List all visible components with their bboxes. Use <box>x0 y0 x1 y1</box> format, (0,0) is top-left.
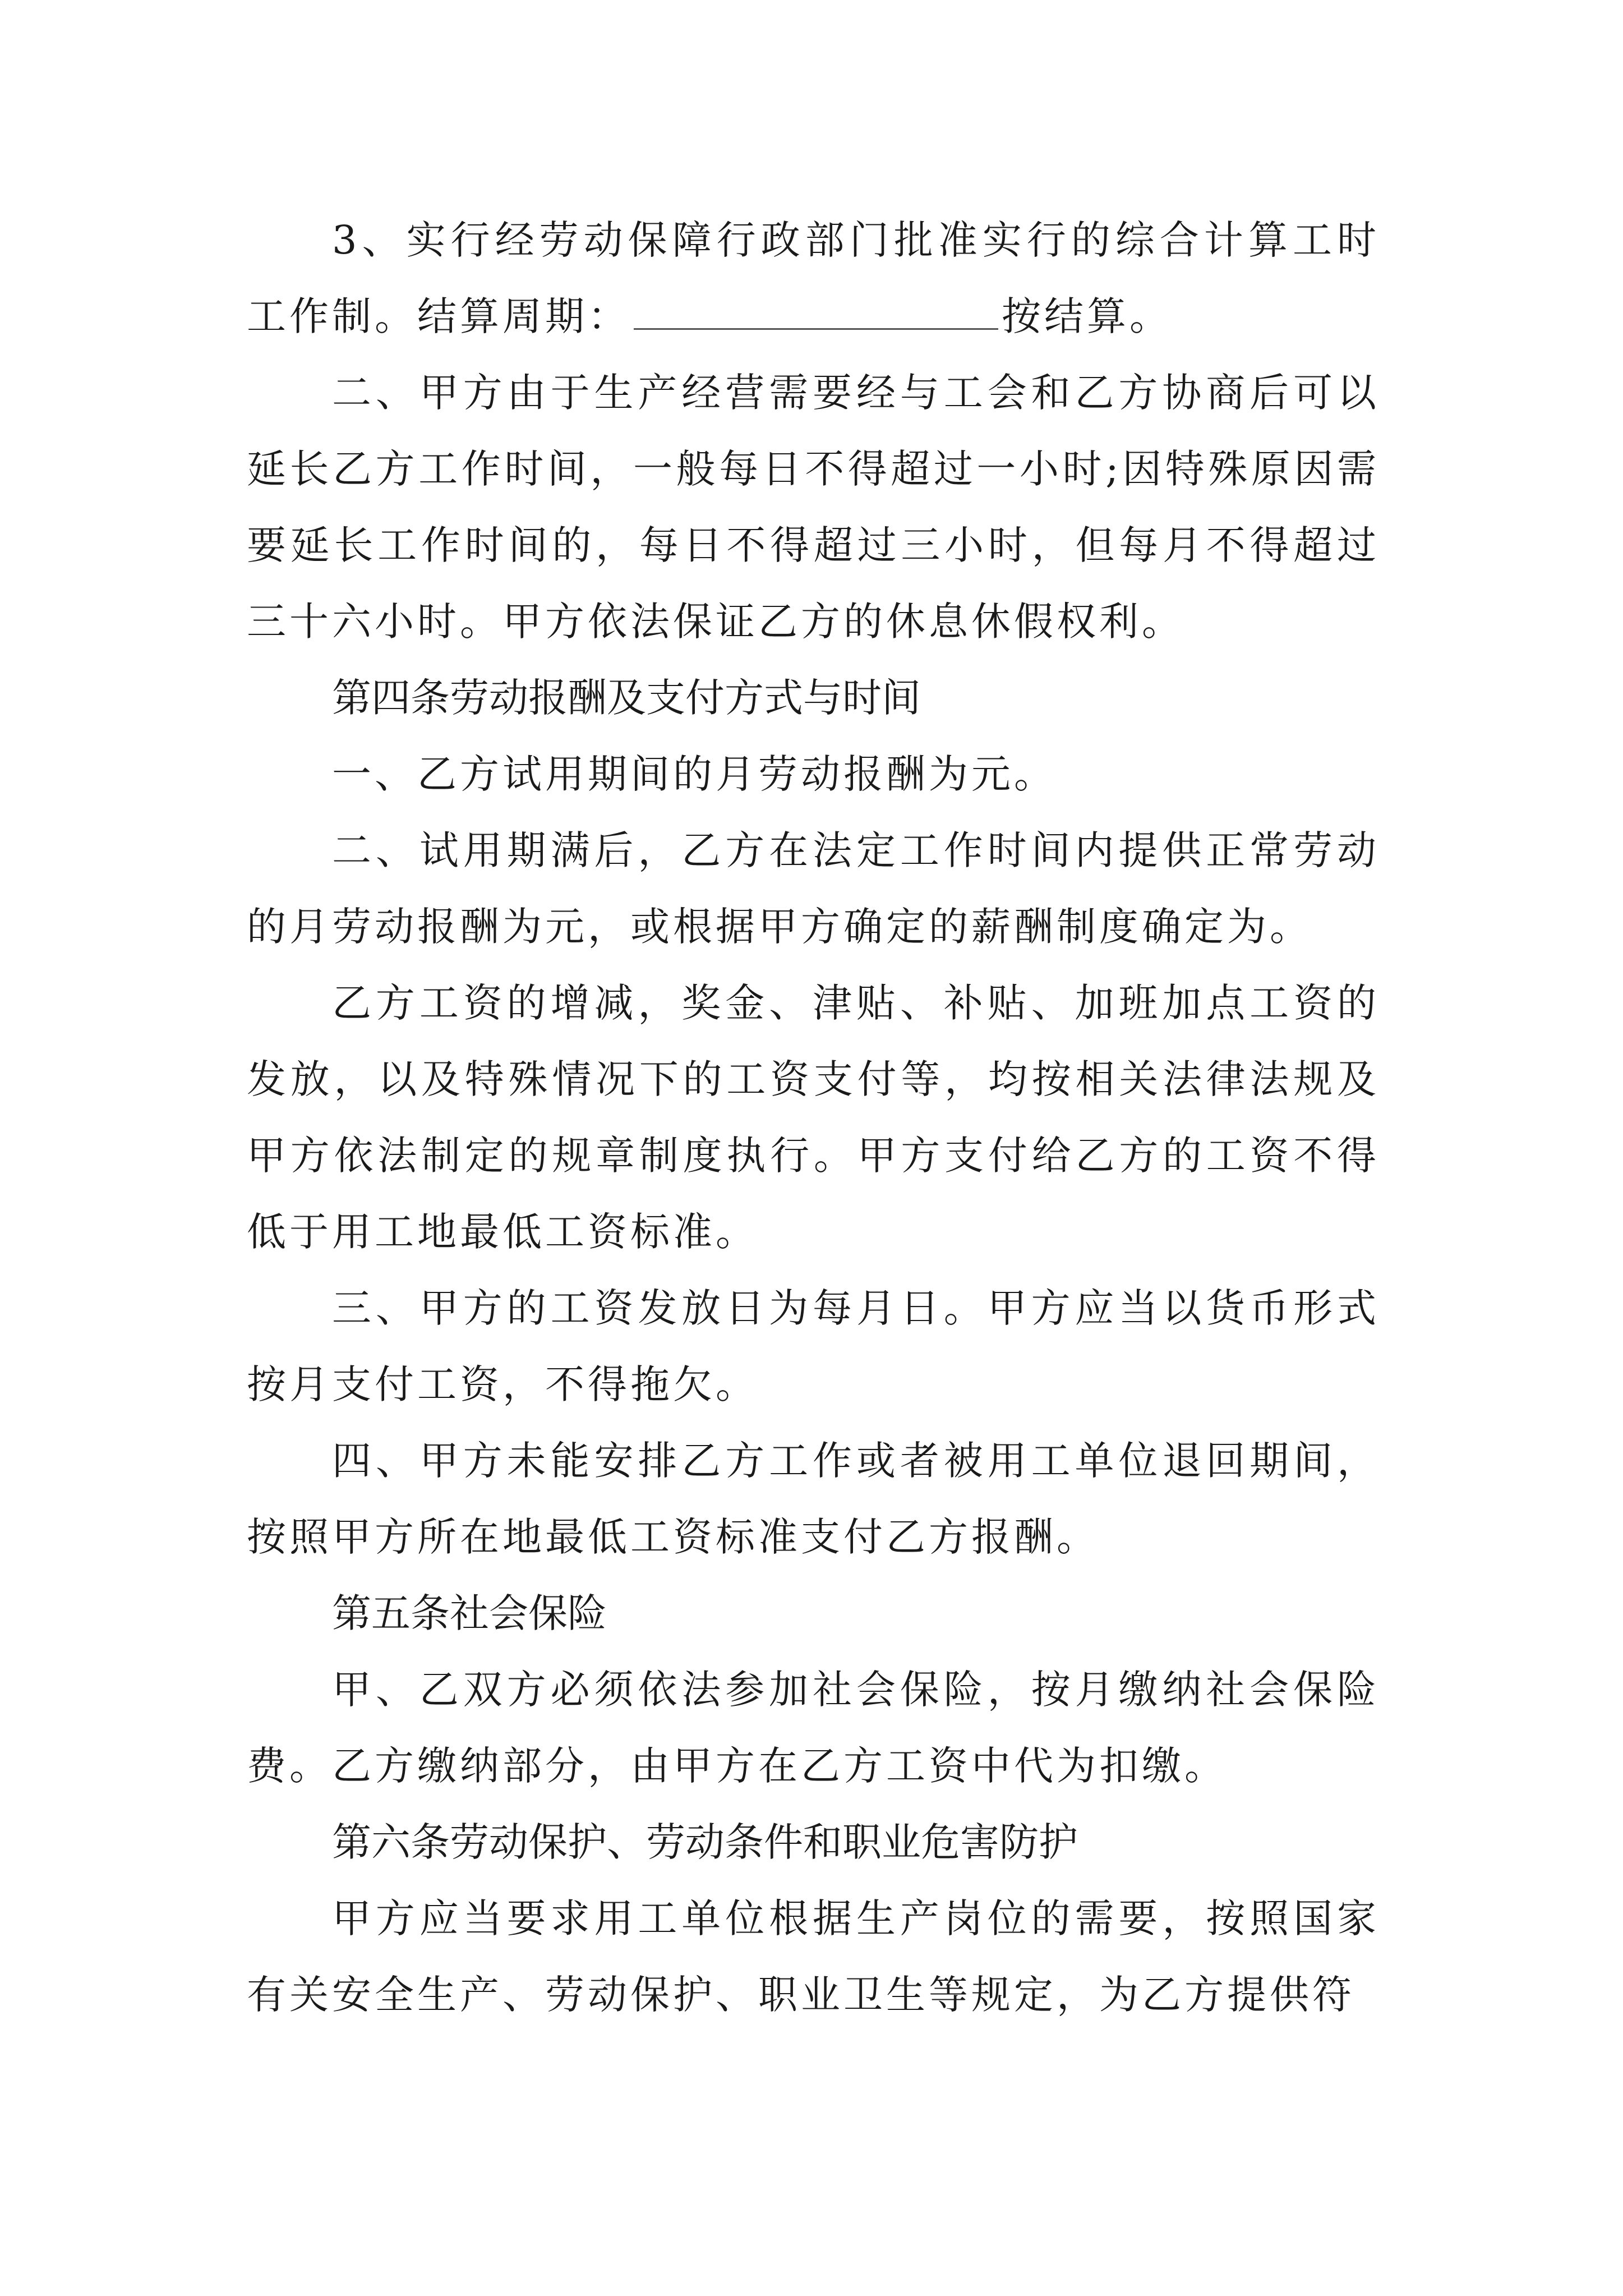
paragraph-labor-protection: 甲方应当要求用工单位根据生产岗位的需要，按照国家有关安全生产、劳动保护、职业卫生等规定，为乙方提供符 <box>247 1895 1380 2018</box>
paragraph-social-insurance: 甲、乙双方必须依法参加社会保险，按月缴纳社会保险费。乙方缴纳部分，由甲方在乙方工资中代为扣缴。 <box>247 1667 1380 1789</box>
document-body <box>247 202 1380 2033</box>
article-5-heading: 第五条社会保险 <box>332 1590 607 1636</box>
paragraph-text: 按结算。 <box>1002 293 1172 339</box>
paragraph-idle-pay: 四、甲方未能安排乙方工作或者被用工单位退回期间，按照甲方所在地最低工资标准支付乙方报酬。 <box>247 1438 1380 1560</box>
blank-settlement-period <box>634 289 998 330</box>
paragraph-pay-day: 三、甲方的工资发放日为每月日。甲方应当以货币形式按月支付工资，不得拖欠。 <box>247 1285 1380 1407</box>
paragraph-working-hours-comprehensive <box>247 202 1380 355</box>
paragraph-post-probation-pay: 二、试用期满后，乙方在法定工作时间内提供正常劳动的月劳动报酬为元，或根据甲方确定的薪酬制度确定为。 <box>247 827 1380 950</box>
article-6-heading: 第六条劳动保护、劳动条件和职业危害防护 <box>332 1819 1078 1865</box>
paragraph-overtime: 二、甲方由于生产经营需要经与工会和乙方协商后可以延长乙方工作时间，一般每日不得超过一小时;因特殊原因需要延长工作时间的，每日不得超过三小时，但每月不得超过三十六小时。甲方依法保证乙方的休息休假权利。 <box>247 370 1380 645</box>
paragraph-wage-adjustments: 乙方工资的增减，奖金、津贴、补贴、加班加点工资的发放，以及特殊情况下的工资支付等，均按相关法律法规及甲方依法制定的规章制度执行。甲方支付给乙方的工资不得低于用工地最低工资标准。 <box>247 980 1380 1255</box>
paragraph-probation-pay: 一、乙方试用期间的月劳动报酬为元。 <box>332 751 1057 797</box>
article-4-heading: 第四条劳动报酬及支付方式与时间 <box>332 675 921 721</box>
paragraph-text: 3、实行经劳动保障行政部门批准实行的综合计算工时工作制。结算周期： <box>247 217 1380 339</box>
